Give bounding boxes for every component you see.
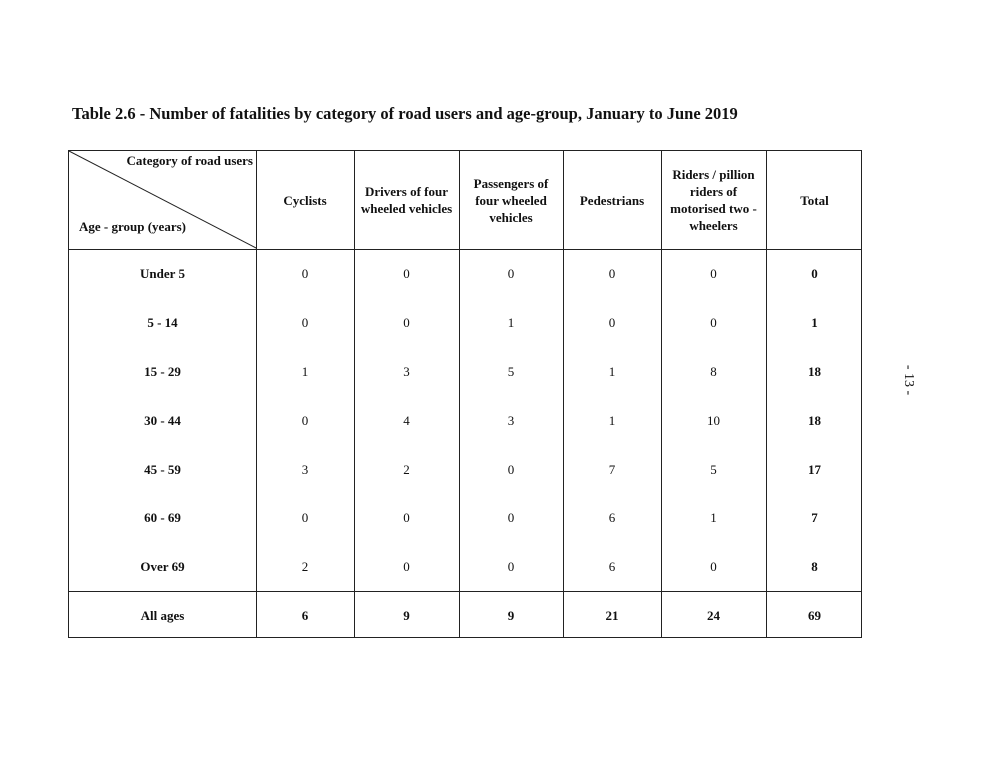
value-cell: 0 xyxy=(403,265,410,281)
age-group-label: Over 69 xyxy=(140,558,185,574)
value-cell: 3 xyxy=(301,461,309,477)
value-cell: 4 xyxy=(403,412,410,428)
value-cell: 1 xyxy=(710,509,717,525)
column-header: Cyclists xyxy=(283,192,327,208)
value-cell: 7 xyxy=(608,461,616,477)
value-cell: 0 xyxy=(507,461,515,477)
value-cell: 24 xyxy=(707,607,720,623)
column-header: Pedestrians xyxy=(579,192,645,208)
total-cell: 69 xyxy=(808,607,821,623)
age-group-label: Under 5 xyxy=(140,265,185,281)
column-header: Riders / pillion riders of motorised two - wheelers xyxy=(670,167,757,233)
value-cell: 0 xyxy=(710,314,717,330)
value-cell: 9 xyxy=(507,607,515,623)
value-cell: 3 xyxy=(507,412,515,428)
value-cell: 6 xyxy=(608,558,616,574)
total-row-label: All ages xyxy=(140,607,185,623)
value-cell: 0 xyxy=(403,509,410,525)
age-group-label: 30 - 44 xyxy=(144,412,181,428)
total-cell: 18 xyxy=(808,412,821,428)
value-cell: 0 xyxy=(710,265,717,281)
value-cell: 0 xyxy=(710,558,717,574)
page-number: - 13 - xyxy=(901,364,917,396)
value-cell: 0 xyxy=(608,265,616,281)
total-cell: 0 xyxy=(811,265,818,281)
value-cell: 1 xyxy=(608,412,616,428)
value-cell: 21 xyxy=(605,607,619,623)
value-cell: 8 xyxy=(710,363,717,379)
column-header: Drivers of four wheeled vehicles xyxy=(360,184,453,216)
value-cell: 5 xyxy=(507,363,515,379)
value-cell: 0 xyxy=(403,558,410,574)
corner-age-label: Age - group (years) xyxy=(79,219,186,234)
value-cell: 9 xyxy=(403,607,410,623)
age-group-label: 60 - 69 xyxy=(144,509,181,525)
value-cell: 1 xyxy=(608,363,616,379)
age-group-label: 45 - 59 xyxy=(144,461,181,477)
total-cell: 7 xyxy=(811,509,818,525)
value-cell: 0 xyxy=(507,558,515,574)
value-cell: 0 xyxy=(507,265,515,281)
value-cell: 1 xyxy=(507,314,515,330)
value-cell: 0 xyxy=(301,412,309,428)
value-cell: 5 xyxy=(710,461,717,477)
value-cell: 0 xyxy=(301,265,309,281)
value-cell: 10 xyxy=(707,412,720,428)
value-cell: 0 xyxy=(301,314,309,330)
fatalities-table xyxy=(68,150,862,638)
total-cell: 17 xyxy=(808,461,821,477)
value-cell: 0 xyxy=(608,314,616,330)
total-cell: 18 xyxy=(808,363,821,379)
column-header: Passengers of four wheeled vehicles xyxy=(473,175,549,225)
value-cell: 0 xyxy=(507,509,515,525)
total-cell: 1 xyxy=(811,314,818,330)
value-cell: 0 xyxy=(403,314,410,330)
value-cell: 1 xyxy=(301,363,309,379)
age-group-label: 5 - 14 xyxy=(147,314,178,330)
value-cell: 2 xyxy=(301,558,309,574)
total-cell: 8 xyxy=(811,558,818,574)
value-cell: 6 xyxy=(301,607,309,623)
corner-category-label: Category of road users xyxy=(126,153,253,168)
value-cell: 3 xyxy=(403,363,410,379)
age-group-label: 15 - 29 xyxy=(144,363,181,379)
value-cell: 2 xyxy=(403,461,410,477)
value-cell: 0 xyxy=(301,509,309,525)
column-header: Total xyxy=(800,192,829,208)
table-title: Table 2.6 - Number of fatalities by category of road users and age-group, January to June 2019 xyxy=(72,104,738,123)
value-cell: 6 xyxy=(608,509,616,525)
